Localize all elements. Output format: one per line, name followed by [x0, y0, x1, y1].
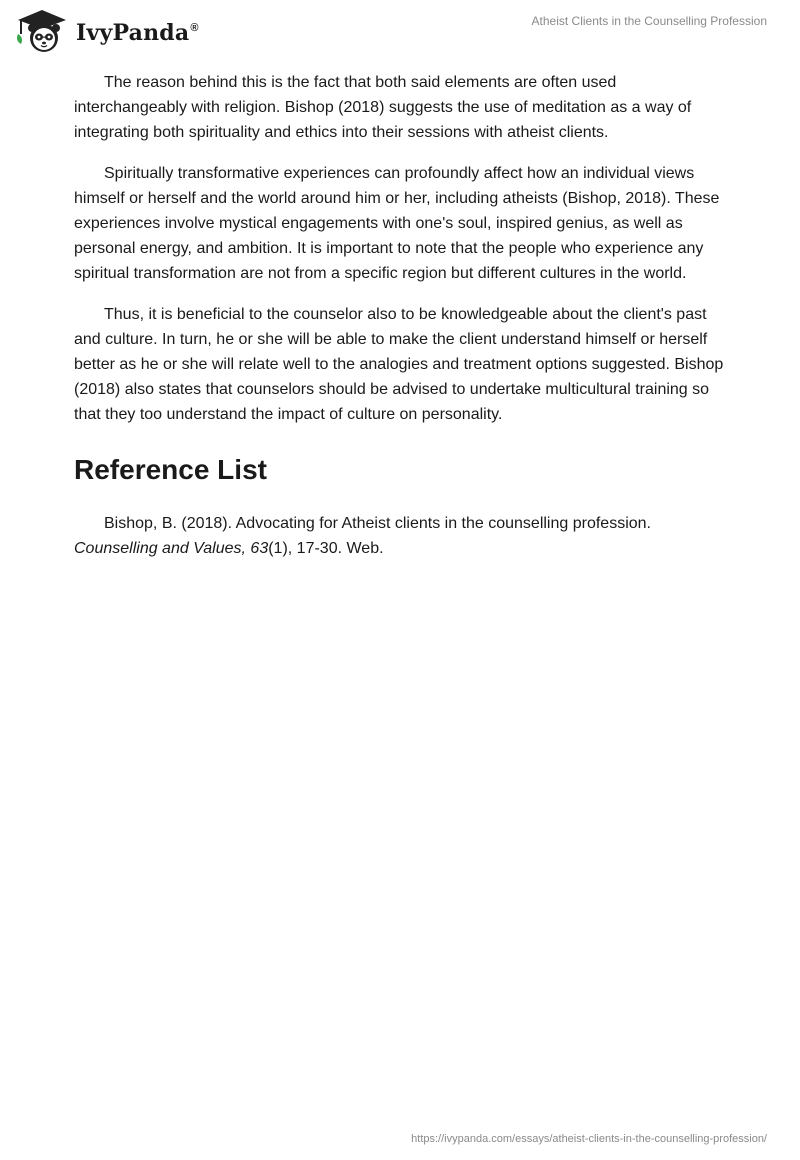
logo-name: IvyPanda [76, 20, 190, 46]
document-title: Atheist Clients in the Counselling Profession [531, 14, 767, 28]
reference-entry [74, 511, 724, 561]
registered-mark: ® [190, 22, 199, 34]
reference-journal: Counselling and Values, 63 [74, 540, 269, 557]
body-paragraph: The reason behind this is the fact that both said elements are often used interchangeably with religion. Bishop (2018) suggests the use of meditation as a way of integrating both spirituality and ethics into their sessions with atheist clients. [74, 74, 692, 141]
body-paragraph: Thus, it is beneficial to the counselor also to be knowledgeable about the client's past and culture. In turn, he or she will be able to make the client understand himself or herself better as he or she will relate well to the analogies and treatment options suggested. Bishop (2018) also states that counselors should be advised to undertake multicultural training so that they too understand the impact of culture on personality. [74, 306, 724, 423]
essay-content [74, 70, 724, 561]
ivypanda-logo[interactable] [14, 8, 199, 56]
reference-details: (1), 17-30. Web. [268, 540, 384, 557]
source-url[interactable]: https://ivypanda.com/essays/atheist-clients-in-the-counselling-profession/ [411, 1133, 767, 1145]
reference-authors-title: Bishop, B. (2018). Advocating for Atheist clients in the counselling profession. [104, 515, 651, 532]
body-paragraph: Spiritually transformative experiences can profoundly affect how an individual views himself or herself and the world around him or her, including atheists (Bishop, 2018). These experiences involve mystical engagements with one's soul, inspired genius, as well as personal energy, and ambition. It is important to note that the people who experience any spiritual transformation are not from a specific region but different cultures in the world. [74, 165, 720, 282]
reference-list-heading: Reference List [74, 454, 267, 485]
page-header [0, 0, 800, 64]
logo-wordmark [76, 20, 199, 46]
panda-graduate-icon [14, 8, 70, 56]
